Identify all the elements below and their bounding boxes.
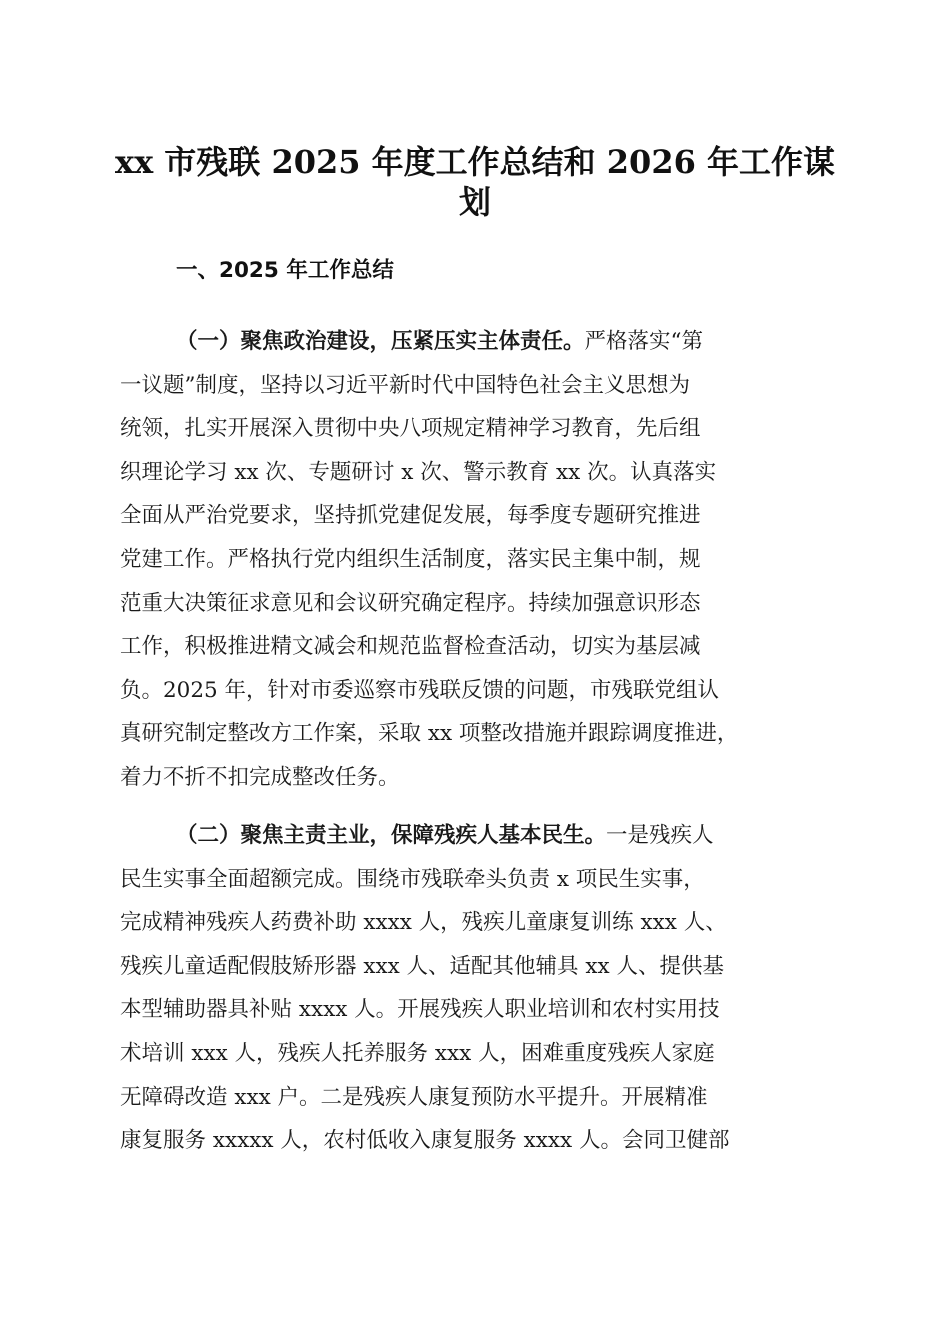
paragraph-line: 真研究制定整改方工作案，采取 xx 项整改措施并跟踪调度推进， [120, 721, 739, 747]
paragraph-line: 民生实事全面超额完成。围绕市残联牵头负责 x 项民生实事， [120, 866, 705, 892]
paragraph-lead: （二）聚焦主责主业，保障残疾人基本民生。 [176, 823, 607, 848]
paragraph-line: 全面从严治党要求，坚持抓党建促发展，每季度专题研究推进 [120, 503, 701, 529]
paragraph-line: 残疾儿童适配假肢矫形器 xxx 人、适配其他辅具 xx 人、提供基 [120, 953, 724, 979]
paragraph-lead: （一）聚焦政治建设，压紧压实主体责任。 [176, 329, 585, 354]
paragraph-line: 着力不折不扣完成整改任务。 [120, 764, 400, 790]
paragraph-line: 完成精神残疾人药费补助 xxxx 人，残疾儿童康复训练 xxx 人、 [120, 910, 727, 936]
title-line-2: 划 [458, 183, 491, 221]
paragraph-line: 工作，积极推进精文减会和规范监督检查活动，切实为基层减 [120, 634, 701, 660]
paragraph-main-responsibilities [120, 814, 840, 1163]
paragraph-line [120, 320, 840, 364]
paragraph-line: 一议题”制度，坚持以习近平新时代中国特色社会主义思想为 [120, 372, 690, 398]
paragraph-line-text: 一是残疾人 [606, 823, 714, 848]
paragraph-line [120, 814, 840, 858]
paragraph-line: 范重大决策征求意见和会议研究确定程序。持续加强意识形态 [120, 590, 701, 616]
paragraph-line: 织理论学习 xx 次、专题研讨 x 次、警示教育 xx 次。认真落实 [120, 459, 717, 485]
paragraph-line: 负。2025 年，针对市委巡察市残联反馈的问题，市残联党组认 [120, 677, 720, 703]
paragraph-line: 康复服务 xxxxx 人，农村低收入康复服务 xxxx 人。会同卫健部 [120, 1128, 730, 1154]
paragraph-political-construction [120, 320, 840, 800]
document-title [110, 142, 840, 222]
paragraph-line: 党建工作。严格执行党内组织生活制度，落实民主集中制，规 [120, 546, 701, 572]
section-heading: 一、2025 年工作总结 [176, 258, 394, 283]
paragraph-line: 术培训 xxx 人，残疾人托养服务 xxx 人，困难重度残疾人家庭 [120, 1040, 715, 1066]
paragraph-line-text: 严格落实“第 [584, 329, 704, 354]
paragraph-line: 本型辅助器具补贴 xxxx 人。开展残疾人职业培训和农村实用技 [120, 997, 720, 1023]
paragraph-line: 统领，扎实开展深入贯彻中央八项规定精神学习教育，先后组 [120, 416, 701, 442]
paragraph-line: 无障碍改造 xxx 户。二是残疾人康复预防水平提升。开展精准 [120, 1084, 708, 1110]
title-line-1: xx 市残联 2025 年度工作总结和 2026 年工作谋 [115, 143, 835, 181]
